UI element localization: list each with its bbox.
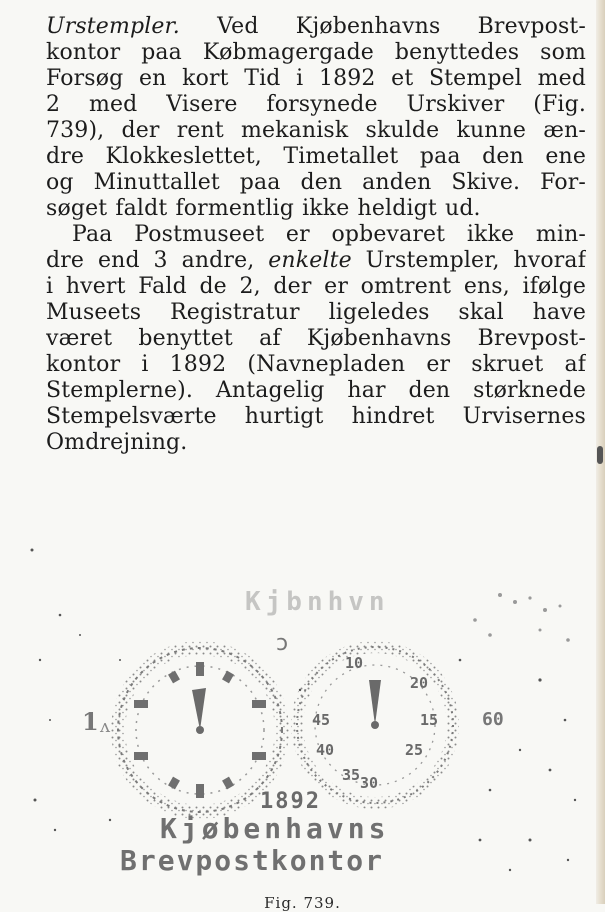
binding-mark	[597, 446, 603, 464]
text-line: Stempelsværte hurtigt hindret Urvisernes	[46, 404, 586, 429]
left-numeral: 1	[82, 707, 99, 736]
text-line: kontor i 1892 (Navnepladen er skruet af	[46, 352, 586, 377]
text-line: dre Klokkeslettet, Timetallet paa den ene	[46, 144, 586, 169]
text-line: kontor paa Købmagergade benyttedes som	[46, 40, 586, 65]
svg-text:20: 20	[410, 674, 429, 692]
text-line: søget faldt formentlig ikke heldigt ud.	[46, 196, 481, 221]
right-dial	[297, 647, 453, 803]
svg-text:10: 10	[345, 654, 364, 672]
text-line: dre end 3 andre, enkelte Urstempler, hvoraf	[46, 248, 586, 273]
stamp-figure	[20, 540, 590, 895]
left-tick: ʌ	[100, 716, 111, 737]
text-line: Urstempler. Ved Kjøbenhavns Brevpost-	[46, 14, 586, 39]
text-line: Paa Postmuseet er opbevaret ikke min-	[72, 222, 586, 247]
stamp-name-line1: Kjøbenhavns	[160, 812, 390, 845]
text-line: Omdrejning.	[46, 430, 188, 455]
left-dial	[118, 648, 282, 812]
svg-text:25: 25	[405, 741, 424, 759]
faint-top-right-dots	[473, 593, 570, 642]
article-text	[46, 14, 586, 456]
figure-caption: Fig. 739.	[264, 894, 341, 912]
right-side-number: 60	[482, 709, 504, 730]
small-mark: ɔ	[276, 631, 289, 656]
faint-top-lettering	[245, 587, 390, 617]
text-line: 739), der rent mekanisk skulde kunne æn-	[46, 118, 586, 143]
svg-text:35: 35	[342, 766, 361, 784]
text-line: Museets Registratur ligeledes skal have	[46, 300, 586, 325]
stamp-year: 1892	[260, 789, 321, 814]
svg-text:45: 45	[312, 711, 331, 729]
svg-text:40: 40	[316, 741, 335, 759]
text-line: Forsøg en kort Tid i 1892 et Stempel med	[46, 66, 586, 91]
postmark-impression	[20, 540, 590, 895]
stamp-name-line2: Brevpostkontor	[120, 844, 385, 877]
text-line: 2 med Visere forsynede Urskiver (Fig.	[46, 92, 586, 117]
emphasis-word: enkelte	[268, 248, 352, 273]
section-heading: Urstempler.	[46, 14, 180, 39]
svg-text:Kjbnhvn: Kjbnhvn	[245, 587, 390, 617]
text-line: Stemplerne). Antagelig har den størknede	[46, 378, 586, 403]
text-line: og Minuttallet paa den anden Skive. For-	[46, 170, 586, 195]
text-line: været benyttet af Kjøbenhavns Brevpost-	[46, 326, 586, 351]
svg-text:30: 30	[360, 774, 379, 792]
page-binding-edge	[596, 0, 605, 904]
svg-text:15: 15	[420, 711, 439, 729]
text-line: i hvert Fald de 2, der er omtrent ens, ifølge	[46, 274, 586, 299]
